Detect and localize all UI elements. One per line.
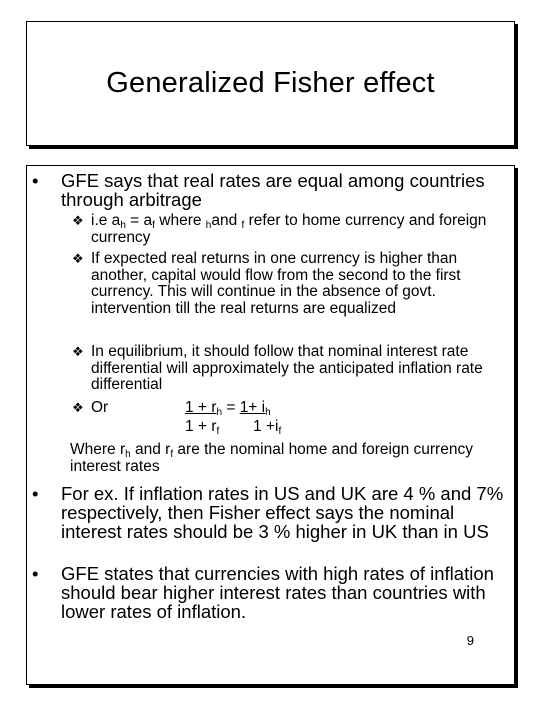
title-box xyxy=(26,21,515,146)
bullet-text: GFE states that currencies with high rates of inflation should bear higher interest rates than countries with lower rates of inflation. xyxy=(61,563,494,622)
bullet-icon: • xyxy=(32,170,39,191)
formula-denominator: $1 +i_f$ xyxy=(253,418,282,437)
content-box xyxy=(26,165,515,685)
diamond-bullet-icon: ❖ xyxy=(72,251,84,266)
formula-item xyxy=(27,400,514,440)
sub-bullet-text: If expected real returns in one currency is higher than another, capital would flow from the second to the first currency. This will continue in the absence of govt. intervention till the real returns are equalized xyxy=(91,250,461,317)
formula-label: Or xyxy=(91,399,109,416)
bullet-text: For ex. If inflation rates in US and UK are 4 % and 7% respectively, then Fisher effect says the nominal interest rates should be 3 % higher in UK than in US xyxy=(61,483,504,542)
sub-bullet-text: i.e $a_h = a_f$ where $_h$and $_f$ refer to home currency and foreign currency xyxy=(91,212,487,246)
bullet-text: GFE says that real rates are equal among countries through arbitrage xyxy=(61,170,485,210)
sub-bullet-text: In equilibrium, it should follow that nominal interest rate differential will approximately the anticipated inflation rate differential xyxy=(91,343,483,393)
slide-title: Generalized Fisher effect xyxy=(106,67,435,99)
diamond-bullet-icon: ❖ xyxy=(72,400,84,415)
where-text: Where $r_h$ and $r_f$ are the nominal home and foreign currency interest rates xyxy=(70,441,473,475)
formula-denominator: $1 + r_f$ xyxy=(185,418,220,437)
bullet-icon: • xyxy=(32,483,39,504)
page-number: 9 xyxy=(466,633,474,648)
diamond-bullet-icon: ❖ xyxy=(72,344,84,359)
bullet-icon: • xyxy=(32,563,39,584)
formula-numerator: $1 + r_h = 1+ i_h$ xyxy=(185,399,271,418)
diamond-bullet-icon: ❖ xyxy=(72,213,84,228)
